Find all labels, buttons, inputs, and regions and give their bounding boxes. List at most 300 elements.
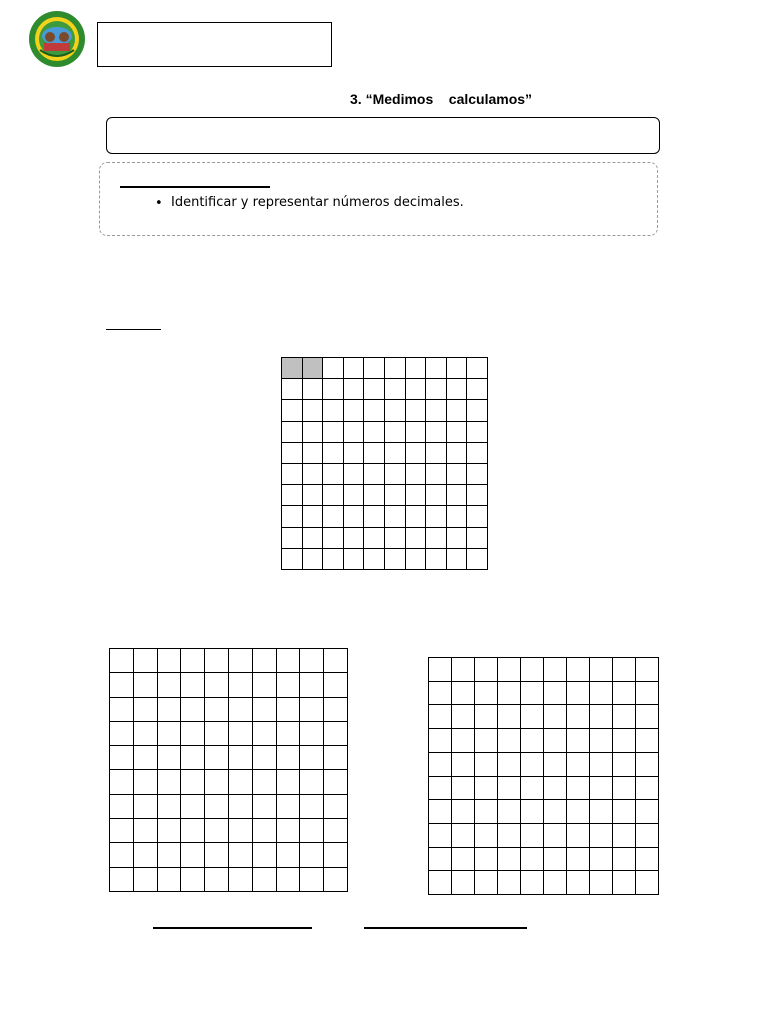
grid-cell[interactable] xyxy=(324,819,348,843)
grid-cell[interactable] xyxy=(475,824,498,848)
grid-cell[interactable] xyxy=(277,649,301,673)
grid-cell[interactable] xyxy=(475,848,498,872)
grid-cell xyxy=(323,528,344,549)
grid-cell xyxy=(364,358,385,379)
grid-cell[interactable] xyxy=(521,753,544,777)
grid-cell xyxy=(344,422,365,443)
grid-cell[interactable] xyxy=(544,729,567,753)
grid-cell[interactable] xyxy=(498,729,521,753)
grid-cell xyxy=(282,549,303,570)
grid-cell[interactable] xyxy=(636,871,659,895)
grid-cell[interactable] xyxy=(590,705,613,729)
grid-cell xyxy=(344,528,365,549)
grid-cell xyxy=(406,422,427,443)
grid-cell xyxy=(364,485,385,506)
grid-cell[interactable] xyxy=(158,843,182,867)
grid-cell[interactable] xyxy=(613,800,636,824)
grid-cell[interactable] xyxy=(521,777,544,801)
grid-cell[interactable] xyxy=(567,658,590,682)
grid-cell[interactable] xyxy=(229,649,253,673)
grid-cell[interactable] xyxy=(613,682,636,706)
grid-cell[interactable] xyxy=(521,800,544,824)
grid-cell xyxy=(467,485,488,506)
grid-cell[interactable] xyxy=(429,682,452,706)
grid-cell[interactable] xyxy=(134,795,158,819)
grid-cell xyxy=(426,400,447,421)
example-hundred-grid xyxy=(281,357,488,570)
grid-cell[interactable] xyxy=(429,658,452,682)
grid-cell xyxy=(467,464,488,485)
grid-cell[interactable] xyxy=(229,673,253,697)
grid-cell xyxy=(447,358,468,379)
grid-cell xyxy=(406,549,427,570)
grid-cell[interactable] xyxy=(110,722,134,746)
grid-cell[interactable] xyxy=(429,729,452,753)
grid-cell[interactable] xyxy=(590,824,613,848)
grid-cell xyxy=(364,506,385,527)
grid-cell[interactable] xyxy=(613,848,636,872)
grid-cell xyxy=(344,485,365,506)
grid-cell[interactable] xyxy=(158,770,182,794)
grid-cell xyxy=(426,549,447,570)
grid-cell xyxy=(282,400,303,421)
grid-cell[interactable] xyxy=(613,777,636,801)
grid-cell xyxy=(303,549,324,570)
grid-cell xyxy=(467,400,488,421)
grid-cell xyxy=(385,485,406,506)
grid-cell[interactable] xyxy=(324,746,348,770)
grid-cell[interactable] xyxy=(205,649,229,673)
grid-cell xyxy=(303,400,324,421)
grid-cell xyxy=(467,506,488,527)
grid-cell xyxy=(303,443,324,464)
grid-cell[interactable] xyxy=(277,746,301,770)
grid-cell xyxy=(406,400,427,421)
grid-cell xyxy=(467,443,488,464)
grid-cell[interactable] xyxy=(205,819,229,843)
grid-cell[interactable] xyxy=(110,673,134,697)
grid-cell[interactable] xyxy=(158,868,182,892)
grid-cell[interactable] xyxy=(253,868,277,892)
grid-cell[interactable] xyxy=(613,824,636,848)
grid-cell[interactable] xyxy=(544,658,567,682)
name-field-box[interactable] xyxy=(97,22,332,67)
grid-cell xyxy=(406,379,427,400)
grid-cell[interactable] xyxy=(452,848,475,872)
grid-cell xyxy=(467,549,488,570)
grid-cell[interactable] xyxy=(205,698,229,722)
grid-cell[interactable] xyxy=(590,777,613,801)
grid-cell[interactable] xyxy=(324,673,348,697)
grid-cell[interactable] xyxy=(452,682,475,706)
grid-cell[interactable] xyxy=(590,753,613,777)
grid-cell[interactable] xyxy=(181,868,205,892)
grid-cell[interactable] xyxy=(613,871,636,895)
grid-cell[interactable] xyxy=(521,871,544,895)
grid-cell xyxy=(282,443,303,464)
grid-cell[interactable] xyxy=(452,800,475,824)
grid-cell[interactable] xyxy=(277,819,301,843)
grid-cell xyxy=(447,400,468,421)
grid-cell xyxy=(385,528,406,549)
grid-cell[interactable] xyxy=(567,871,590,895)
grid-cell xyxy=(303,506,324,527)
page-title: 3. “Medimos calculamos” xyxy=(350,91,533,107)
grid-cell[interactable] xyxy=(475,729,498,753)
grid-cell xyxy=(323,485,344,506)
grid-cell[interactable] xyxy=(229,722,253,746)
grid-cell[interactable] xyxy=(253,843,277,867)
grid-cell[interactable] xyxy=(181,673,205,697)
grid-cell[interactable] xyxy=(277,722,301,746)
grid-cell xyxy=(303,464,324,485)
grid-cell[interactable] xyxy=(181,843,205,867)
grid-cell[interactable] xyxy=(636,753,659,777)
grid-cell[interactable] xyxy=(498,705,521,729)
grid-cell[interactable] xyxy=(567,800,590,824)
grid-cell[interactable] xyxy=(158,722,182,746)
grid-cell[interactable] xyxy=(613,705,636,729)
grid-cell xyxy=(385,506,406,527)
grid-cell[interactable] xyxy=(300,722,324,746)
grid-cell[interactable] xyxy=(521,729,544,753)
grid-cell[interactable] xyxy=(452,658,475,682)
school-logo xyxy=(28,10,86,68)
grid-cell[interactable] xyxy=(110,795,134,819)
grid-cell[interactable] xyxy=(134,770,158,794)
grid-cell xyxy=(364,464,385,485)
grid-cell[interactable] xyxy=(429,871,452,895)
grid-cell xyxy=(344,464,365,485)
grid-cell[interactable] xyxy=(205,843,229,867)
grid-cell[interactable] xyxy=(498,848,521,872)
grid-cell[interactable] xyxy=(544,800,567,824)
grid-cell xyxy=(426,506,447,527)
grid-cell[interactable] xyxy=(521,705,544,729)
grid-cell[interactable] xyxy=(205,746,229,770)
grid-cell[interactable] xyxy=(429,824,452,848)
grid-cell xyxy=(467,422,488,443)
grid-cell[interactable] xyxy=(567,824,590,848)
grid-cell[interactable] xyxy=(229,698,253,722)
grid-cell[interactable] xyxy=(181,819,205,843)
grid-cell xyxy=(447,549,468,570)
grid-cell[interactable] xyxy=(134,819,158,843)
grid-cell[interactable] xyxy=(429,848,452,872)
grid-cell[interactable] xyxy=(613,729,636,753)
grid-cell xyxy=(467,528,488,549)
grid-cell[interactable] xyxy=(253,649,277,673)
grid-cell[interactable] xyxy=(300,649,324,673)
grid-cell[interactable] xyxy=(181,746,205,770)
grid-cell[interactable] xyxy=(429,800,452,824)
grid-cell[interactable] xyxy=(590,800,613,824)
grid-cell xyxy=(323,400,344,421)
grid-cell xyxy=(406,443,427,464)
grid-cell[interactable] xyxy=(229,843,253,867)
grid-cell xyxy=(447,443,468,464)
grid-cell[interactable] xyxy=(429,705,452,729)
grid-cell[interactable] xyxy=(452,753,475,777)
grid-cell[interactable] xyxy=(134,698,158,722)
grid-cell xyxy=(447,464,468,485)
grid-cell[interactable] xyxy=(158,698,182,722)
grid-cell[interactable] xyxy=(324,770,348,794)
grid-cell[interactable] xyxy=(636,705,659,729)
grid-cell xyxy=(282,379,303,400)
grid-cell[interactable] xyxy=(590,682,613,706)
grid-cell[interactable] xyxy=(181,795,205,819)
grid-cell xyxy=(323,422,344,443)
grid-cell xyxy=(282,464,303,485)
grid-cell[interactable] xyxy=(452,705,475,729)
grid-cell[interactable] xyxy=(253,770,277,794)
grid-cell xyxy=(364,528,385,549)
grid-cell xyxy=(406,528,427,549)
grid-cell xyxy=(385,443,406,464)
grid-cell[interactable] xyxy=(590,848,613,872)
grid-cell[interactable] xyxy=(229,795,253,819)
grid-cell[interactable] xyxy=(452,729,475,753)
grid-cell[interactable] xyxy=(181,649,205,673)
grid-cell xyxy=(282,506,303,527)
grid-cell xyxy=(282,422,303,443)
grid-cell[interactable] xyxy=(134,843,158,867)
grid-cell xyxy=(447,528,468,549)
grid-cell[interactable] xyxy=(253,698,277,722)
grid-cell xyxy=(323,358,344,379)
grid-cell xyxy=(364,422,385,443)
grid-cell[interactable] xyxy=(544,753,567,777)
grid-cell[interactable] xyxy=(452,824,475,848)
grid-cell[interactable] xyxy=(475,682,498,706)
grid-cell[interactable] xyxy=(277,843,301,867)
grid-cell[interactable] xyxy=(429,777,452,801)
grid-cell[interactable] xyxy=(181,722,205,746)
grid-cell[interactable] xyxy=(544,871,567,895)
grid-cell[interactable] xyxy=(613,658,636,682)
grid-cell[interactable] xyxy=(253,722,277,746)
grid-cell[interactable] xyxy=(300,673,324,697)
grid-cell[interactable] xyxy=(498,871,521,895)
grid-cell xyxy=(344,506,365,527)
exercise-grid-left[interactable] xyxy=(109,648,348,892)
grid-cell[interactable] xyxy=(544,705,567,729)
grid-cell[interactable] xyxy=(300,868,324,892)
grid-cell[interactable] xyxy=(636,848,659,872)
grid-cell[interactable] xyxy=(498,800,521,824)
grid-cell xyxy=(364,379,385,400)
grid-cell xyxy=(303,485,324,506)
grid-cell[interactable] xyxy=(181,770,205,794)
grid-cell[interactable] xyxy=(253,673,277,697)
grid-cell[interactable] xyxy=(134,649,158,673)
grid-cell[interactable] xyxy=(158,649,182,673)
grid-cell xyxy=(406,506,427,527)
grid-cell[interactable] xyxy=(110,843,134,867)
grid-cell[interactable] xyxy=(475,777,498,801)
grid-cell[interactable] xyxy=(590,871,613,895)
grid-cell[interactable] xyxy=(636,682,659,706)
grid-cell xyxy=(364,400,385,421)
grid-cell[interactable] xyxy=(324,868,348,892)
grid-cell[interactable] xyxy=(636,824,659,848)
grid-cell xyxy=(303,358,324,379)
grid-cell[interactable] xyxy=(110,868,134,892)
grid-cell[interactable] xyxy=(590,729,613,753)
grid-cell[interactable] xyxy=(475,658,498,682)
grid-cell[interactable] xyxy=(324,795,348,819)
grid-cell[interactable] xyxy=(475,705,498,729)
grid-cell[interactable] xyxy=(567,777,590,801)
grid-cell[interactable] xyxy=(300,770,324,794)
grid-cell[interactable] xyxy=(134,722,158,746)
grid-cell xyxy=(323,443,344,464)
grid-cell[interactable] xyxy=(521,848,544,872)
grid-cell[interactable] xyxy=(452,777,475,801)
grid-cell xyxy=(385,358,406,379)
objective-text: Identificar y representar números decimales. xyxy=(171,195,464,210)
answer-line-left[interactable] xyxy=(153,927,312,929)
grid-cell[interactable] xyxy=(277,795,301,819)
grid-cell[interactable] xyxy=(521,682,544,706)
grid-cell[interactable] xyxy=(229,868,253,892)
grid-cell[interactable] xyxy=(300,746,324,770)
grid-cell[interactable] xyxy=(300,819,324,843)
grid-cell[interactable] xyxy=(498,777,521,801)
grid-cell xyxy=(364,443,385,464)
grid-cell[interactable] xyxy=(205,868,229,892)
grid-cell[interactable] xyxy=(567,848,590,872)
grid-cell[interactable] xyxy=(544,777,567,801)
grid-cell[interactable] xyxy=(253,746,277,770)
grid-cell[interactable] xyxy=(300,843,324,867)
grid-cell[interactable] xyxy=(277,673,301,697)
grid-cell[interactable] xyxy=(158,795,182,819)
grid-cell xyxy=(426,379,447,400)
grid-cell[interactable] xyxy=(277,698,301,722)
grid-cell[interactable] xyxy=(181,698,205,722)
grid-cell[interactable] xyxy=(567,682,590,706)
grid-cell[interactable] xyxy=(253,795,277,819)
grid-cell[interactable] xyxy=(324,649,348,673)
grid-cell[interactable] xyxy=(636,800,659,824)
grid-cell[interactable] xyxy=(110,819,134,843)
grid-cell[interactable] xyxy=(567,729,590,753)
grid-cell[interactable] xyxy=(324,722,348,746)
grid-cell[interactable] xyxy=(205,673,229,697)
grid-cell[interactable] xyxy=(229,746,253,770)
grid-cell xyxy=(406,485,427,506)
grid-cell[interactable] xyxy=(277,770,301,794)
grid-cell[interactable] xyxy=(229,819,253,843)
grid-cell[interactable] xyxy=(498,824,521,848)
answer-line-right[interactable] xyxy=(364,927,527,929)
grid-cell xyxy=(385,464,406,485)
grid-cell[interactable] xyxy=(229,770,253,794)
grid-cell[interactable] xyxy=(110,698,134,722)
grid-cell xyxy=(426,485,447,506)
grid-cell[interactable] xyxy=(134,673,158,697)
grid-cell[interactable] xyxy=(475,800,498,824)
section-heading-line xyxy=(106,329,161,330)
grid-cell[interactable] xyxy=(110,649,134,673)
grid-cell[interactable] xyxy=(452,871,475,895)
bullet-icon: • xyxy=(155,196,163,211)
grid-cell[interactable] xyxy=(475,753,498,777)
grid-cell xyxy=(303,422,324,443)
grid-cell[interactable] xyxy=(134,746,158,770)
grid-cell xyxy=(303,379,324,400)
grid-cell[interactable] xyxy=(158,673,182,697)
grid-cell xyxy=(447,485,468,506)
grid-cell[interactable] xyxy=(544,848,567,872)
grid-cell[interactable] xyxy=(158,746,182,770)
grid-cell[interactable] xyxy=(498,682,521,706)
grid-cell[interactable] xyxy=(300,795,324,819)
grid-cell[interactable] xyxy=(521,658,544,682)
grid-cell[interactable] xyxy=(521,824,544,848)
grid-cell[interactable] xyxy=(110,770,134,794)
grid-cell xyxy=(406,358,427,379)
grid-cell[interactable] xyxy=(544,824,567,848)
grid-cell[interactable] xyxy=(253,819,277,843)
grid-cell[interactable] xyxy=(636,777,659,801)
grid-cell[interactable] xyxy=(498,753,521,777)
grid-cell xyxy=(344,400,365,421)
grid-cell[interactable] xyxy=(636,729,659,753)
grid-cell[interactable] xyxy=(324,843,348,867)
grid-cell[interactable] xyxy=(300,698,324,722)
grid-cell xyxy=(426,464,447,485)
grid-cell[interactable] xyxy=(475,871,498,895)
grid-cell xyxy=(385,549,406,570)
grid-cell xyxy=(282,485,303,506)
grid-cell xyxy=(282,358,303,379)
grid-cell[interactable] xyxy=(429,753,452,777)
grid-cell xyxy=(323,379,344,400)
grid-cell xyxy=(385,422,406,443)
grid-cell xyxy=(447,422,468,443)
objective-heading-line xyxy=(120,186,270,188)
grid-cell xyxy=(323,506,344,527)
grid-cell xyxy=(426,358,447,379)
grid-cell xyxy=(385,379,406,400)
instruction-box xyxy=(106,117,660,154)
grid-cell[interactable] xyxy=(205,770,229,794)
grid-cell[interactable] xyxy=(590,658,613,682)
grid-cell xyxy=(447,379,468,400)
grid-cell[interactable] xyxy=(324,698,348,722)
grid-cell[interactable] xyxy=(498,658,521,682)
grid-cell[interactable] xyxy=(110,746,134,770)
grid-cell xyxy=(323,549,344,570)
grid-cell[interactable] xyxy=(636,658,659,682)
grid-cell[interactable] xyxy=(613,753,636,777)
grid-cell[interactable] xyxy=(277,868,301,892)
grid-cell[interactable] xyxy=(567,705,590,729)
grid-cell[interactable] xyxy=(134,868,158,892)
grid-cell[interactable] xyxy=(544,682,567,706)
grid-cell[interactable] xyxy=(158,819,182,843)
grid-cell xyxy=(344,443,365,464)
grid-cell xyxy=(344,379,365,400)
exercise-grid-right[interactable] xyxy=(428,657,659,895)
grid-cell[interactable] xyxy=(205,722,229,746)
grid-cell xyxy=(426,422,447,443)
grid-cell[interactable] xyxy=(205,795,229,819)
grid-cell[interactable] xyxy=(567,753,590,777)
